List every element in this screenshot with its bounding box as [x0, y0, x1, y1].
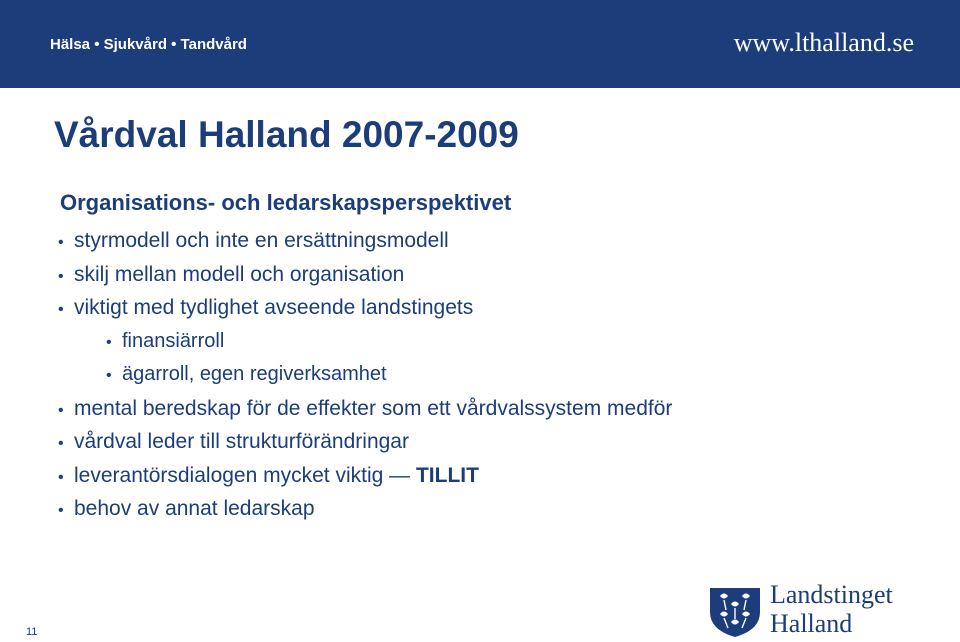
website-url[interactable]: www.lthalland.se	[733, 28, 914, 57]
bullet-item: • mental beredskap för de effekter som ett vårdvalssystem medför	[58, 392, 672, 426]
sub-bullet-item: • finansiärroll	[58, 325, 672, 359]
sub-bullet-item: • ägarroll, egen regiverksamhet	[58, 358, 672, 392]
slide-number: 11	[26, 626, 38, 638]
bullet-item: • behov av annat ledarskap	[58, 492, 672, 526]
header-tagline: Hälsa • Sjukvård • Tandvård	[50, 36, 247, 53]
bullet-icon: •	[58, 301, 64, 318]
bullet-list	[58, 224, 672, 526]
bullet-icon: •	[58, 502, 64, 519]
logo-line-2: Halland	[770, 609, 853, 638]
slide-title: Vårdval Halland 2007-2009	[54, 114, 519, 155]
bullet-icon: •	[58, 401, 64, 419]
bullet-icon: •	[58, 234, 64, 251]
bullet-icon: •	[58, 267, 64, 285]
emphasis-text: TILLIT	[415, 463, 479, 487]
bullet-icon: •	[106, 367, 112, 384]
bullet-icon: •	[58, 468, 64, 486]
bullet-icon: •	[58, 435, 64, 452]
bullet-item: • styrmodell och inte en ersättningsmodell	[58, 224, 672, 258]
landstinget-halland-logo	[704, 578, 924, 638]
logo-line-1: Landstinget	[770, 580, 893, 609]
crest-emblem-icon	[706, 582, 764, 638]
slide-subtitle: Organisations- och ledarskapsperspektivet	[60, 190, 512, 215]
header-bar	[0, 0, 960, 88]
bullet-item: • vårdval leder till strukturförändringar	[58, 425, 672, 459]
logo-wordmark	[770, 580, 893, 638]
bullet-item: • leverantörsdialogen mycket viktig — TILLIT	[58, 459, 672, 493]
bullet-item: • skilj mellan modell och organisation	[58, 258, 672, 292]
bullet-item: • viktigt med tydlighet avseende landstingets	[58, 291, 672, 325]
bullet-icon: •	[106, 333, 112, 351]
